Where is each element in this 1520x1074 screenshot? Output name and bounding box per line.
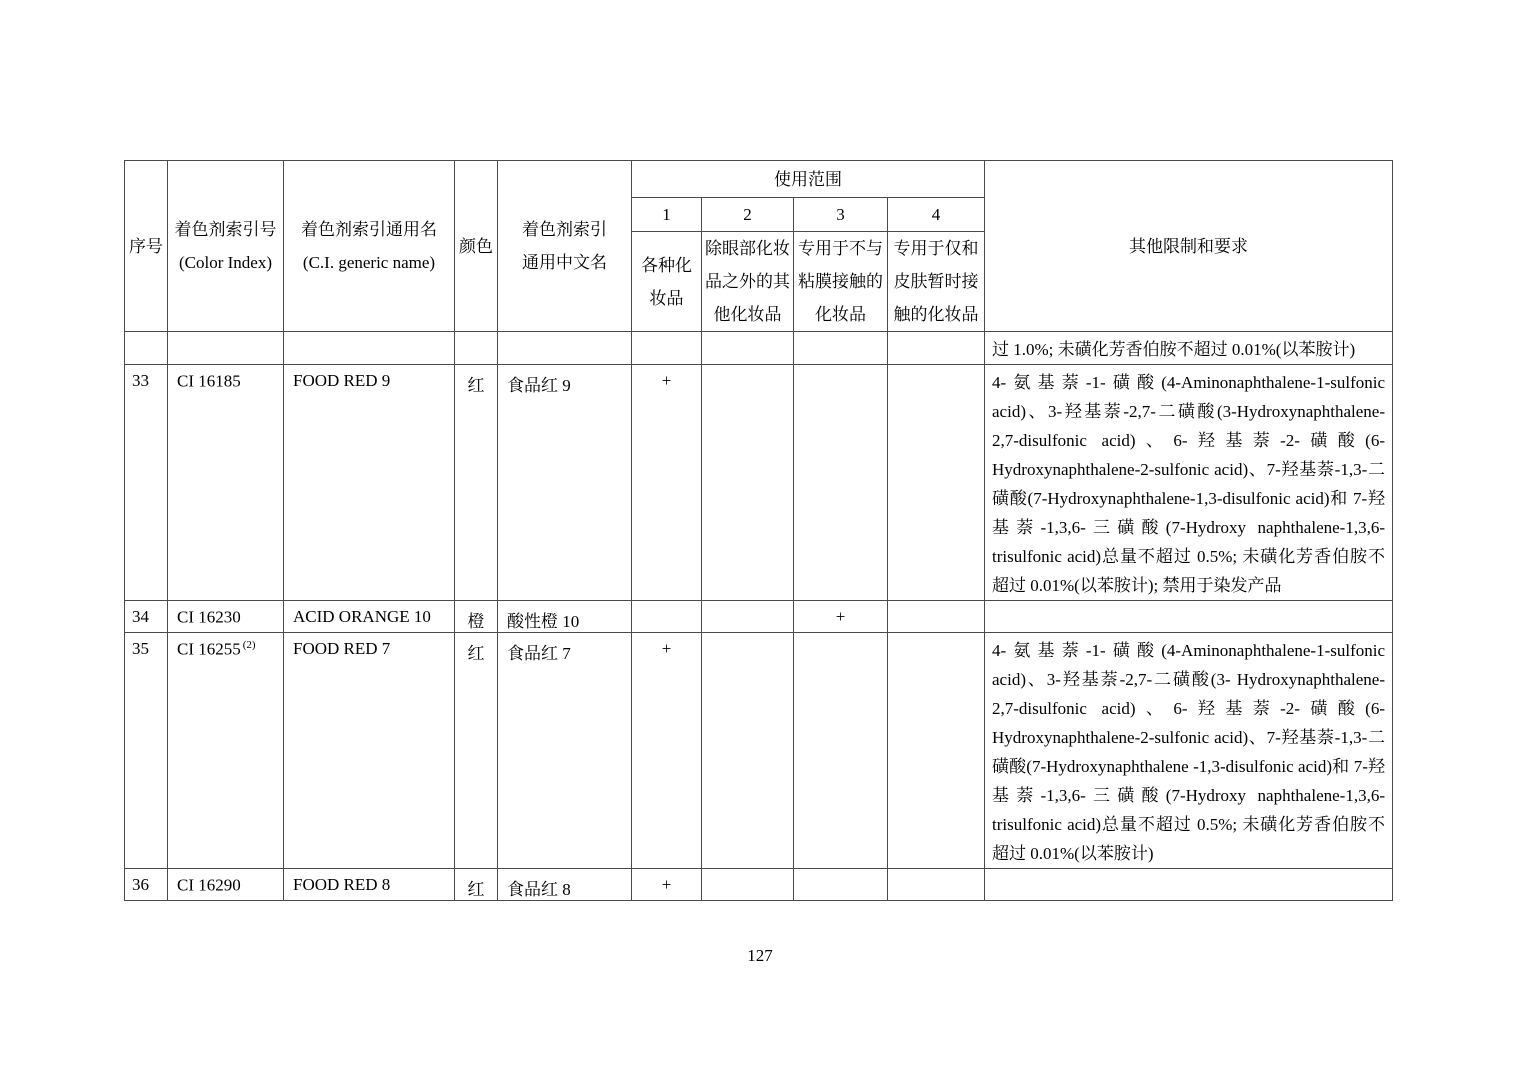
- header-usage-3: 3: [794, 198, 888, 232]
- cell-usage-1: [632, 601, 702, 633]
- table-row-35: [125, 633, 1393, 869]
- cell-color-index: [168, 633, 284, 869]
- header-restrictions: 其他限制和要求: [985, 161, 1393, 332]
- color-index-value: CI 16255: [177, 639, 241, 659]
- cell-color: 红: [455, 869, 498, 901]
- header-cn-name-line1: 着色剂索引: [522, 220, 607, 239]
- table-row-34: [125, 601, 1393, 633]
- header-generic-name-en: (C.I. generic name): [302, 253, 436, 272]
- header-color-index-en: (Color Index): [178, 253, 272, 272]
- table-row-36: [125, 869, 1393, 901]
- page-number: 127: [747, 946, 773, 965]
- cell-color: 橙: [455, 601, 498, 633]
- cell-usage-4: [888, 601, 985, 633]
- cell-generic-name: ACID ORANGE 10: [284, 601, 455, 633]
- header-cn-name: [498, 161, 632, 332]
- header-usage-scope: 使用范围: [632, 161, 985, 198]
- cell-usage-3: +: [794, 601, 888, 633]
- table-row-33: [125, 365, 1393, 601]
- cell-restrictions: 4-氨基萘-1-磺酸(4-Aminonaphthalene-1-sulfonic acid)、3-羟基萘-2,7-二磺酸(3- Hydroxynaphthalene-2,7-disulfonic acid)、6-羟基萘-2-磺酸(6-Hydroxynaphthalene-2-sulfonic acid)、7-羟基萘-1,3-二磺酸(7-Hydroxynaphthalene -1,3-disulfonic acid)和 7-羟基萘-1,3,6-三磺酸(7-Hydroxy naphthalene-1,3,6- trisulfonic acid)总量不超过 0.5%; 未磺化芳香伯胺不超过 0.01%(以苯胺计): [985, 633, 1393, 869]
- cell-color: 红: [455, 365, 498, 601]
- cell-cn-name: 食品红 9: [498, 365, 632, 601]
- cell-usage-1: +: [632, 633, 702, 869]
- colorants-table: [124, 160, 1393, 901]
- cell-usage-1: [632, 332, 702, 365]
- cell-usage-3: [794, 365, 888, 601]
- cell-seq: 36: [125, 869, 168, 901]
- header-cn-name-line2: 通用中文名: [522, 253, 607, 272]
- cell-generic-name: FOOD RED 9: [284, 365, 455, 601]
- header-color: 颜色: [455, 161, 498, 332]
- header-usage-1: 1: [632, 198, 702, 232]
- cell-usage-1: +: [632, 869, 702, 901]
- table-header: [125, 161, 1393, 332]
- cell-usage-2: [702, 633, 794, 869]
- cell-seq: 35: [125, 633, 168, 869]
- header-usage-4: 4: [888, 198, 985, 232]
- table-row-continuation: [125, 332, 1393, 365]
- header-generic-name-zh: 着色剂索引通用名: [301, 220, 437, 239]
- header-usage-4-desc: 专用于仅和皮肤暂时接触的化妆品: [888, 232, 985, 332]
- header-color-index-zh: 着色剂索引号: [174, 220, 277, 239]
- cell-cn-name: 酸性橙 10: [498, 601, 632, 633]
- cell-generic-name: FOOD RED 7: [284, 633, 455, 869]
- cell-usage-4: [888, 365, 985, 601]
- cell-usage-2: [702, 332, 794, 365]
- color-index-value: CI 16230: [177, 607, 241, 627]
- header-seq: 序号: [125, 161, 168, 332]
- cell-seq: 34: [125, 601, 168, 633]
- cell-restrictions: [985, 869, 1393, 901]
- cell-color-index: [168, 332, 284, 365]
- cell-usage-3: [794, 332, 888, 365]
- header-usage-1-desc: 各种化妆品: [632, 232, 702, 332]
- header-usage-2-desc: 除眼部化妆品之外的其他化妆品: [702, 232, 794, 332]
- cell-generic-name: [284, 332, 455, 365]
- header-generic-name: [284, 161, 455, 332]
- color-index-footnote: (2): [242, 639, 256, 651]
- cell-usage-3: [794, 869, 888, 901]
- color-index-value: CI 16185: [177, 371, 241, 391]
- header-color-index: [168, 161, 284, 332]
- cell-generic-name: FOOD RED 8: [284, 869, 455, 901]
- cell-restrictions: [985, 601, 1393, 633]
- color-index-value: CI 16290: [177, 875, 241, 895]
- cell-color-index: [168, 365, 284, 601]
- cell-seq: 33: [125, 365, 168, 601]
- cell-color-index: [168, 601, 284, 633]
- cell-usage-1: +: [632, 365, 702, 601]
- cell-cn-name: [498, 332, 632, 365]
- cell-cn-name: 食品红 7: [498, 633, 632, 869]
- cell-restrictions: 4-氨基萘-1-磺酸(4-Aminonaphthalene-1-sulfonic acid)、3-羟基萘-2,7-二磺酸(3-Hydroxynaphthalene-2,7-disulfonic acid)、6-羟基萘-2-磺酸(6-Hydroxynaphthalene-2-sulfonic acid)、7-羟基萘-1,3-二磺酸(7-Hydroxynaphthalene-1,3-disulfonic acid)和 7-羟基萘-1,3,6-三磺酸(7-Hydroxy naphthalene-1,3,6- trisulfonic acid)总量不超过 0.5%; 未磺化芳香伯胺不超过 0.01%(以苯胺计); 禁用于染发产品: [985, 365, 1393, 601]
- cell-color: [455, 332, 498, 365]
- header-usage-3-desc: 专用于不与粘膜接触的化妆品: [794, 232, 888, 332]
- cell-usage-2: [702, 601, 794, 633]
- cell-usage-3: [794, 633, 888, 869]
- cell-usage-2: [702, 869, 794, 901]
- header-row-usage-scope: [125, 161, 1393, 198]
- cell-seq: [125, 332, 168, 365]
- cell-restrictions: 过 1.0%; 未磺化芳香伯胺不超过 0.01%(以苯胺计): [985, 332, 1393, 365]
- cell-cn-name: 食品红 8: [498, 869, 632, 901]
- table-body: [125, 332, 1393, 901]
- cell-color: 红: [455, 633, 498, 869]
- cell-color-index: [168, 869, 284, 901]
- header-usage-2: 2: [702, 198, 794, 232]
- cell-usage-4: [888, 869, 985, 901]
- cell-usage-2: [702, 365, 794, 601]
- cell-usage-4: [888, 332, 985, 365]
- cell-usage-4: [888, 633, 985, 869]
